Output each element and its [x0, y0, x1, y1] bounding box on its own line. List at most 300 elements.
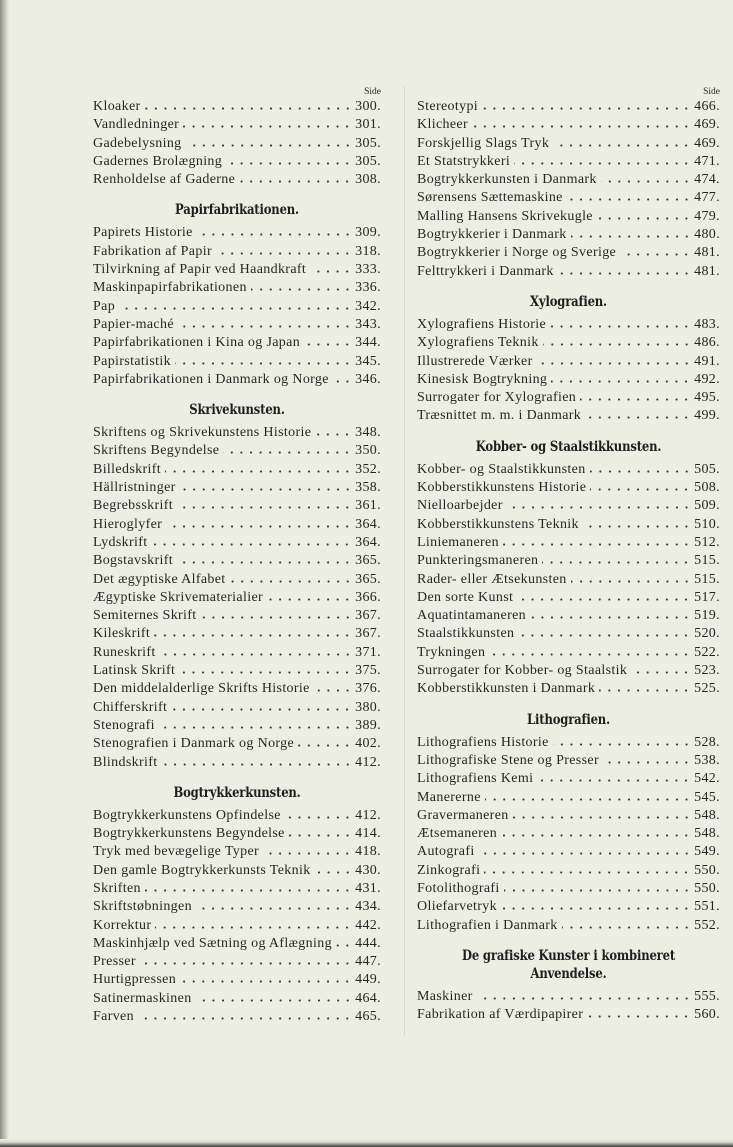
entry-title: Blindskrift	[93, 754, 158, 770]
dot-leader	[503, 543, 691, 546]
dot-leader	[479, 852, 692, 855]
entry-title: Kobber- og Staalstikkunsten	[417, 461, 586, 477]
section-heading: De grafiske Kunster i kombineret Anvendelse.	[461, 947, 676, 982]
entry-page: 481.	[694, 245, 720, 261]
entry-page: 412.	[355, 807, 381, 823]
dot-leader	[599, 689, 691, 692]
dot-leader	[631, 671, 691, 674]
dot-leader	[160, 653, 352, 656]
dot-leader	[180, 980, 352, 983]
entry-page: 444.	[355, 935, 381, 951]
entry-page: 550.	[694, 862, 720, 878]
toc-entry	[417, 316, 720, 334]
toc-entry	[417, 479, 720, 497]
toc-entry	[93, 171, 381, 189]
entry-page: 333.	[355, 262, 381, 278]
entry-title: Sørensens Sættemaskine	[417, 190, 563, 206]
entry-title: Stereotypi	[417, 99, 479, 114]
entry-page: 364.	[355, 534, 381, 550]
toc-entry	[417, 189, 720, 207]
entry-page: 336.	[355, 280, 381, 296]
toc-entry	[93, 971, 381, 989]
toc-entry	[93, 116, 381, 134]
dot-leader	[514, 162, 691, 165]
entry-title: Papier-maché	[93, 316, 174, 332]
toc-entry	[417, 843, 720, 861]
entry-page: 418.	[355, 844, 381, 860]
toc-entry	[93, 699, 381, 717]
dot-leader	[216, 252, 352, 255]
entry-page: 350.	[355, 443, 381, 459]
entry-title: Autografi	[417, 844, 475, 860]
entry-page: 483.	[694, 316, 720, 332]
toc-section	[417, 98, 720, 281]
entry-title: Papirfabrikationen i Kina og Japan	[93, 335, 301, 351]
page-label: Side	[364, 87, 381, 97]
toc-entry	[417, 371, 720, 389]
dot-leader	[571, 235, 692, 238]
entry-page: 352.	[355, 461, 381, 477]
toc-entry	[93, 717, 381, 735]
section-heading: Skrivekunsten.	[189, 402, 285, 419]
dot-leader	[165, 470, 352, 473]
entry-page: 549.	[694, 844, 720, 860]
entry-title: Gadernes Brolægning	[93, 153, 223, 169]
entry-title: Satinermaskinen	[93, 990, 192, 1006]
dot-leader	[551, 380, 691, 383]
entry-title: Begrebsskrift	[93, 498, 173, 514]
dot-leader	[601, 180, 691, 183]
toc-entry	[93, 334, 381, 352]
entry-title: Hällristninger	[93, 480, 176, 496]
entry-page: 481.	[694, 263, 720, 279]
entry-title: Vandledninger	[93, 117, 180, 133]
entry-page: 474.	[694, 172, 720, 188]
toc-section	[417, 947, 720, 1025]
dot-leader	[314, 689, 352, 692]
entry-title: Bogstavskrift	[93, 553, 173, 569]
entry-title: Lithografiens Historie	[417, 734, 549, 750]
entry-page: 538.	[694, 752, 720, 768]
entry-page: 505.	[694, 461, 720, 477]
entry-title: Papirets Historie	[93, 225, 193, 241]
toc-entry	[93, 680, 381, 698]
entry-title: Forskjellig Slags Tryk	[417, 135, 550, 151]
page-label: Side	[703, 87, 720, 97]
entry-page: 305.	[355, 153, 381, 169]
entry-title: Korrektur	[93, 917, 152, 933]
toc-entry	[417, 625, 720, 643]
entry-title: Runeskrift	[93, 644, 156, 660]
toc-entry	[93, 479, 381, 497]
entry-title: Farven	[93, 1009, 134, 1025]
toc-entry	[93, 261, 381, 279]
toc-entry	[93, 461, 381, 479]
entry-title: Bogtrykkerier i Norge og Sverige	[417, 245, 617, 261]
entry-page: 371.	[355, 644, 381, 660]
entry-title: Kobberstikkunsten i Danmark	[417, 681, 596, 697]
entry-title: Pap	[93, 298, 116, 314]
dot-leader	[620, 253, 691, 256]
entry-title: Manererne	[417, 789, 481, 805]
toc-entry	[417, 116, 720, 134]
toc-entry	[93, 98, 381, 116]
dot-leader	[230, 580, 353, 583]
entry-page: 520.	[694, 626, 720, 642]
entry-page: 517.	[694, 589, 720, 605]
entry-title: Maskinhjælp ved Sætning og Aflægning	[93, 935, 332, 951]
entry-page: 343.	[355, 316, 381, 332]
entry-page: 402.	[355, 736, 381, 752]
toc-entry	[93, 735, 381, 753]
entry-title: Malling Hansens Skrivekugle	[417, 208, 593, 224]
entry-title: Rader- eller Ætsekunsten	[417, 571, 567, 587]
entry-page: 522.	[694, 644, 720, 660]
toc-entry	[417, 862, 720, 880]
entry-title: Tilvirkning af Papir ved Haandkraft	[93, 262, 307, 278]
dot-leader	[590, 470, 692, 473]
dot-leader	[223, 451, 352, 454]
entry-title: Gravermaneren	[417, 807, 509, 823]
entry-title: Hieroglyfer	[93, 516, 163, 532]
entry-title: Illustrerede Værker	[417, 353, 533, 369]
entry-page: 358.	[355, 480, 381, 496]
toc-entry	[93, 607, 381, 625]
toc-left-column	[93, 86, 381, 1026]
page-bottom-edge	[0, 1139, 733, 1147]
entry-page: 545.	[694, 789, 720, 805]
entry-page: 512.	[694, 534, 720, 550]
entry-page: 367.	[355, 608, 381, 624]
entry-title: Træsnittet m. m. i Danmark	[417, 408, 582, 424]
entry-page: 555.	[694, 988, 720, 1004]
entry-title: Stenografi	[93, 717, 155, 733]
entry-title: Papirfabrikationen i Danmark og Norge	[93, 371, 329, 387]
entry-page: 361.	[355, 498, 381, 514]
dot-leader	[119, 307, 352, 310]
entry-page: 528.	[694, 734, 720, 750]
toc-entry	[417, 226, 720, 244]
entry-page: 389.	[355, 717, 381, 733]
dot-leader	[542, 561, 691, 564]
toc-entry	[93, 298, 381, 316]
dot-leader	[518, 634, 691, 637]
toc-entry	[417, 244, 720, 262]
entry-page: 412.	[355, 754, 381, 770]
dot-leader	[180, 488, 352, 491]
toc-entry	[93, 353, 381, 371]
dot-leader	[504, 889, 691, 892]
dot-leader	[562, 926, 691, 929]
dot-leader	[177, 506, 352, 509]
dot-leader	[154, 634, 352, 637]
dot-leader	[145, 889, 352, 892]
toc-entry	[93, 825, 381, 843]
entry-title: Tryk med bevægelige Typer	[93, 844, 260, 860]
column-divider	[404, 86, 405, 1036]
toc-entry	[93, 843, 381, 861]
toc-entry	[417, 389, 720, 407]
entry-page: 430.	[355, 862, 381, 878]
entry-page: 560.	[694, 1007, 720, 1023]
dot-leader	[597, 217, 691, 220]
entry-title: Lithografiens Kemi	[417, 771, 534, 787]
entry-title: Den sorte Kunst	[417, 589, 514, 605]
entry-title: Skriftstøbningen	[93, 899, 192, 915]
toc-entry	[417, 789, 720, 807]
entry-page: 542.	[694, 771, 720, 787]
dot-leader	[267, 598, 352, 601]
toc-entry	[417, 1006, 720, 1024]
toc-entry	[417, 880, 720, 898]
dot-leader	[537, 362, 691, 365]
entry-page: 548.	[694, 826, 720, 842]
toc-entry	[93, 516, 381, 534]
entry-title: Fotolithografi	[417, 880, 500, 896]
dot-leader	[178, 325, 352, 328]
left-sections	[93, 98, 381, 1026]
dot-leader	[289, 834, 352, 837]
entry-title: Den middelalderlige Skrifts Historie	[93, 681, 310, 697]
toc-entry	[93, 662, 381, 680]
toc-entry	[417, 153, 720, 171]
dot-leader	[310, 270, 352, 273]
dot-leader	[501, 834, 691, 837]
entry-page: 431.	[355, 880, 381, 896]
toc-entry	[93, 371, 381, 389]
toc-entry	[417, 734, 720, 752]
entry-page: 342.	[355, 298, 381, 314]
dot-leader	[304, 343, 352, 346]
entry-title: Staalstikkunsten	[417, 626, 515, 642]
entry-page: 414.	[355, 826, 381, 842]
toc-entry	[417, 917, 720, 935]
dot-leader	[585, 416, 691, 419]
entry-page: 523.	[694, 663, 720, 679]
entry-page: 346.	[355, 371, 381, 387]
entry-title: Kloaker	[93, 99, 141, 114]
dot-leader	[517, 598, 691, 601]
toc-section	[93, 98, 381, 189]
dot-leader	[537, 779, 691, 782]
toc-entry	[93, 880, 381, 898]
entry-page: 550.	[694, 880, 720, 896]
entry-page: 366.	[355, 589, 381, 605]
entry-page: 365.	[355, 571, 381, 587]
dot-leader	[239, 180, 352, 183]
section-heading: Lithografien.	[527, 711, 610, 728]
entry-title: Latinsk Skrift	[93, 663, 176, 679]
entry-page: 442.	[355, 917, 381, 933]
entry-title: Felttrykkeri i Danmark	[417, 263, 554, 279]
entry-page: 525.	[694, 681, 720, 697]
toc-entry	[417, 98, 720, 116]
entry-title: Bogtrykkerkunsten i Danmark	[417, 172, 597, 188]
entry-title: Punkteringsmaneren	[417, 553, 539, 569]
entry-page: 348.	[355, 425, 381, 441]
entry-page: 515.	[694, 571, 720, 587]
entry-title: Kobberstikkunstens Historie	[417, 480, 587, 496]
dot-leader	[175, 362, 352, 365]
entry-page: 380.	[355, 699, 381, 715]
entry-title: Maskiner	[417, 988, 473, 1004]
entry-title: Chifferskrift	[93, 699, 168, 715]
section-heading: Xylografien.	[530, 293, 607, 310]
toc-entry	[93, 135, 381, 153]
toc-entry	[93, 898, 381, 916]
toc-entry	[93, 279, 381, 297]
toc-entry	[93, 224, 381, 242]
entry-page: 486.	[694, 335, 720, 351]
right-sections	[417, 98, 720, 1024]
entry-page: 469.	[694, 117, 720, 133]
toc-right-column	[417, 86, 720, 1024]
dot-leader	[482, 107, 691, 110]
entry-title: Bogtrykkerkunstens Begyndelse	[93, 826, 285, 842]
dot-leader	[179, 671, 352, 674]
entry-page: 515.	[694, 553, 720, 569]
dot-leader	[485, 798, 691, 801]
dot-leader	[197, 233, 352, 236]
entry-title: Skriftens og Skrivekunstens Historie	[93, 425, 312, 441]
dot-leader	[603, 761, 691, 764]
entry-title: Klicheer	[417, 117, 468, 133]
entry-page: 464.	[355, 990, 381, 1006]
toc-entry	[417, 263, 720, 281]
entry-page: 477.	[694, 190, 720, 206]
entry-page: 495.	[694, 390, 720, 406]
entry-page: 469.	[694, 135, 720, 151]
entry-page: 509.	[694, 498, 720, 514]
entry-page: 499.	[694, 408, 720, 424]
dot-leader	[315, 871, 353, 874]
dot-leader	[558, 272, 691, 275]
entry-title: Fabrikation af Værdipapirer	[417, 1007, 584, 1023]
entry-title: Xylografiens Historie	[417, 316, 547, 332]
entry-title: Renholdelse af Gaderne	[93, 172, 236, 188]
dot-leader	[263, 852, 352, 855]
entry-page: 552.	[694, 917, 720, 933]
entry-page: 344.	[355, 335, 381, 351]
toc-entry	[93, 754, 381, 772]
toc-entry	[93, 424, 381, 442]
dot-leader	[333, 380, 352, 383]
entry-title: Surrogater for Xylografien	[417, 390, 577, 406]
dot-leader	[530, 616, 691, 619]
entry-page: 308.	[355, 172, 381, 188]
toc-entry	[417, 171, 720, 189]
toc-entry	[417, 607, 720, 625]
toc-entry	[93, 243, 381, 261]
toc-entry	[417, 497, 720, 515]
entry-page: 300.	[355, 99, 381, 114]
toc-entry	[417, 516, 720, 534]
entry-title: Maskinpapirfabrikationen	[93, 280, 247, 296]
entry-page: 301.	[355, 117, 381, 133]
dot-leader	[151, 543, 352, 546]
dot-leader	[285, 816, 352, 819]
toc-entry	[417, 898, 720, 916]
toc-entry	[417, 752, 720, 770]
toc-entry	[93, 644, 381, 662]
entry-page: 510.	[694, 516, 720, 532]
entry-title: Zinkografi	[417, 862, 481, 878]
toc-entry	[93, 862, 381, 880]
dot-leader	[583, 525, 691, 528]
entry-title: Billedskrift	[93, 461, 161, 477]
entry-title: Aquatintamaneren	[417, 608, 527, 624]
entry-title: Ætsemaneren	[417, 826, 498, 842]
dot-leader	[513, 816, 691, 819]
dot-leader	[171, 708, 352, 711]
entry-page: 480.	[694, 227, 720, 243]
toc-entry	[93, 589, 381, 607]
dot-leader	[226, 162, 352, 165]
entry-title: Surrogater for Kobber- og Staalstik	[417, 663, 628, 679]
toc-entry	[417, 589, 720, 607]
entry-title: Lithografiske Stene og Presser	[417, 752, 599, 768]
entry-title: Semiternes Skrift	[93, 608, 197, 624]
dot-leader	[196, 907, 352, 910]
entry-title: Skriften	[93, 880, 141, 896]
dot-leader	[472, 125, 691, 128]
section-heading: Kobber- og Staalstikkunsten.	[475, 438, 662, 455]
entry-title: Oliefarvetryk	[417, 899, 497, 915]
toc-entry	[417, 662, 720, 680]
entry-title: Kileskrift	[93, 626, 151, 642]
toc-entry	[417, 807, 720, 825]
entry-page: 434.	[355, 899, 381, 915]
toc-entry	[93, 625, 381, 643]
toc-entry	[417, 353, 720, 371]
toc-entry	[93, 807, 381, 825]
dot-leader	[315, 433, 352, 436]
entry-title: Det ægyptiske Alfabet	[93, 571, 226, 587]
page-edge-shadow	[0, 0, 9, 1147]
toc-entry	[417, 534, 720, 552]
entry-page: 479.	[694, 208, 720, 224]
dot-leader	[580, 398, 691, 401]
dot-leader	[140, 962, 352, 965]
entry-title: Liniemaneren	[417, 534, 499, 550]
toc-entry	[417, 135, 720, 153]
entry-page: 449.	[355, 972, 381, 988]
entry-page: 376.	[355, 681, 381, 697]
entry-page: 305.	[355, 135, 381, 151]
toc-entry	[417, 680, 720, 698]
toc-entry	[417, 988, 720, 1006]
toc-entry	[93, 1008, 381, 1026]
toc-entry	[93, 316, 381, 334]
dot-leader	[336, 944, 352, 947]
entry-page: 447.	[355, 954, 381, 970]
dot-leader	[186, 144, 353, 147]
toc-section	[417, 438, 720, 699]
dot-leader	[162, 763, 353, 766]
dot-leader	[166, 525, 352, 528]
entry-page: 471.	[694, 153, 720, 169]
entry-page: 375.	[355, 663, 381, 679]
entry-title: Skriftens Begyndelse	[93, 443, 220, 459]
entry-title: Bogtrykkerier i Danmark	[417, 227, 567, 243]
dot-leader	[484, 871, 691, 874]
entry-title: Kobberstikkunstens Teknik	[417, 516, 579, 532]
toc-entry	[417, 571, 720, 589]
dot-leader	[550, 325, 691, 328]
entry-title: Papirstatistik	[93, 353, 172, 369]
toc-entry	[417, 644, 720, 662]
dot-leader	[590, 488, 691, 491]
